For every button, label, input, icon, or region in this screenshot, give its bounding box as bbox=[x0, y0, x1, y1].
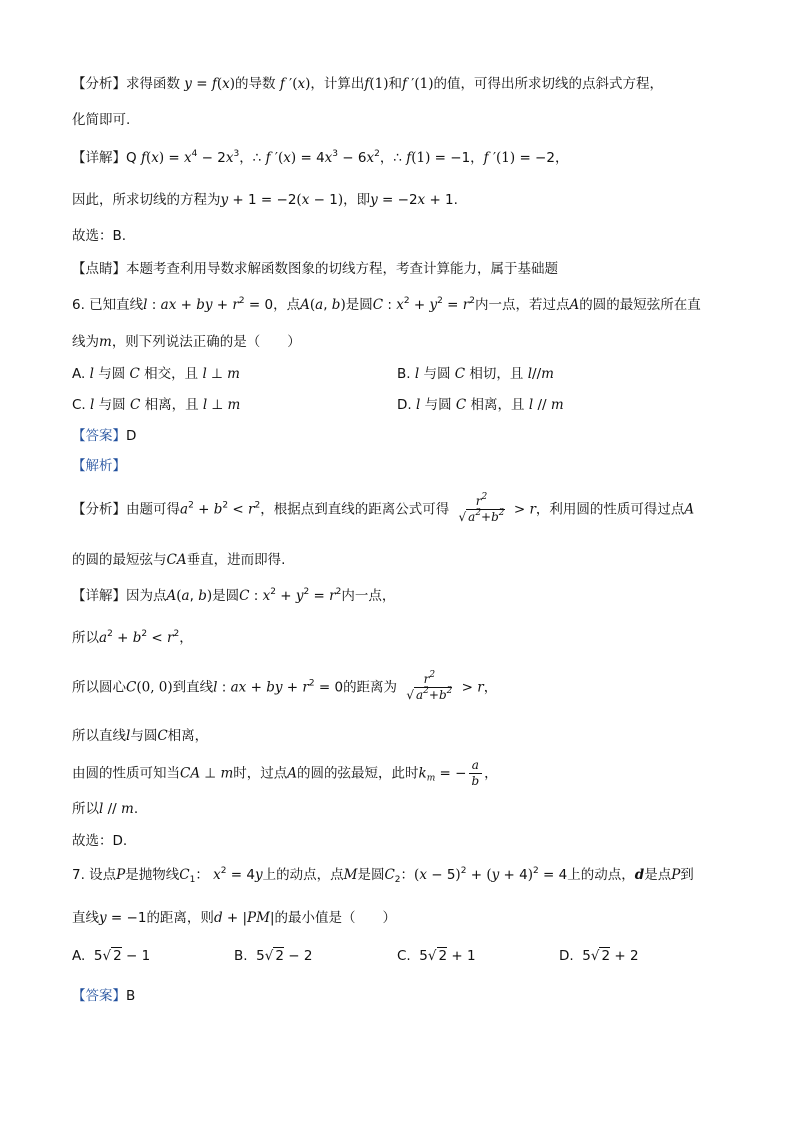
option-7c: C. 5√ 2 + 1 bbox=[397, 948, 476, 964]
answer-7: 【答案】B bbox=[72, 988, 136, 1004]
analysis-tag: 【分析】 bbox=[72, 76, 126, 92]
analysis-line-2: 化简即可. bbox=[72, 112, 131, 128]
detail-6-line-5: 由圆的性质可知当CA ⊥ m时，过点A的圆的弦最短，此时$k_m$ = − $\frac{a}{b}$ ， bbox=[72, 758, 498, 788]
option-7d: D. 5√ 2 + 2 bbox=[559, 948, 639, 964]
distance-fraction: $\frac{r^2}{√ a^2+b^2}$ bbox=[458, 492, 505, 524]
question-6-line-2: 线为m，则下列说法正确的是（ ） bbox=[72, 334, 301, 350]
choice-6: 故选：D. bbox=[72, 833, 128, 849]
detail-6-line-1: 【详解】因为点A(a, b)是圆C : $x^2 + y^2 = r^2$内一点， bbox=[72, 587, 396, 604]
detail-6-line-3: 所以圆心C(0, 0)到直线l : ax + by + $r^2 = 0$的距离为 $\frac{r^2}{√ a^2+b^2}$ > r， bbox=[72, 670, 498, 702]
distance-fraction-2: $\frac{r^2}{√ a^2+b^2}$ bbox=[406, 670, 453, 702]
option-7a: A. 5√ 2 − 1 bbox=[72, 948, 151, 964]
analysis-line-1: 【分析】求得函数 y = f(x)的导数 f ′(x)，计算出f(1)和f ′(1)的值，可得出所求切线的点斜式方程， bbox=[72, 76, 663, 92]
option-6b: B. l 与圆 C 相切，且 l//m bbox=[397, 366, 554, 382]
conclusion-line: 因此，所求切线的方程为y + 1 = −2(x − 1)，即y = −2x + 1. bbox=[72, 192, 458, 208]
detail-6-line-2: 所以$a^2 + b^2 < r^2$， bbox=[72, 629, 193, 646]
choice-1: 故选：B. bbox=[72, 228, 127, 244]
comment-line: 【点睛】本题考查利用导数求解函数图象的切线方程，考查计算能力，属于基础题 bbox=[72, 261, 558, 277]
slope-fraction: $\frac{a}{b}$ bbox=[468, 758, 482, 789]
question-7-line-2: 直线y = −1的距离，则d + |PM|的最小值是（ ） bbox=[72, 910, 397, 926]
detail-6-line-6: 所以l // m. bbox=[72, 801, 139, 817]
answer-6: 【答案】D bbox=[72, 428, 137, 444]
detail-6-line-4: 所以直线l与圆C相离， bbox=[72, 728, 209, 744]
analysis-6: 【分析】由题可得$a^2 + b^2 < r^2$，根据点到直线的距离公式可得 $\frac{r^2}{√ a^2+b^2}$ > r，利用圆的性质可得过点A bbox=[72, 492, 695, 524]
option-6d: D. l 与圆 C 相离，且 l // m bbox=[397, 397, 564, 413]
analysis-heading-6: 【解析】 bbox=[72, 458, 126, 474]
option-7b: B. 5√ 2 − 2 bbox=[234, 948, 313, 964]
option-6c: C. l 与圆 C 相离，且 l ⊥ m bbox=[72, 397, 241, 413]
detail-line-1: 【详解】Q $f(x) = x^4 - 2x^3$，∴ f $'(x) = 4x^3 - 6x^2$，∴ f(1) = −1，f ′(1) = −2， bbox=[72, 149, 569, 166]
analysis-6-line-2: 的圆的最短弦与CA垂直，进而即得. bbox=[72, 552, 286, 568]
question-7-line-1: 7. 设点P是抛物线$C_1$： $x^2 = 4y$上的动点，点M是圆$C_2$：$(x - 5)^2 + (y + 4)^2 = 4$上的动点，d是点P到 bbox=[72, 866, 694, 885]
question-6-line-1: 6. 已知直线l : ax + by + $r^2 = 0$，点A(a, b)是圆C : $x^2 + y^2 = r^2$内一点，若过点A的圆的最短弦所在直 bbox=[72, 296, 701, 313]
option-6a: A. l 与圆 C 相交，且 l ⊥ m bbox=[72, 366, 240, 382]
